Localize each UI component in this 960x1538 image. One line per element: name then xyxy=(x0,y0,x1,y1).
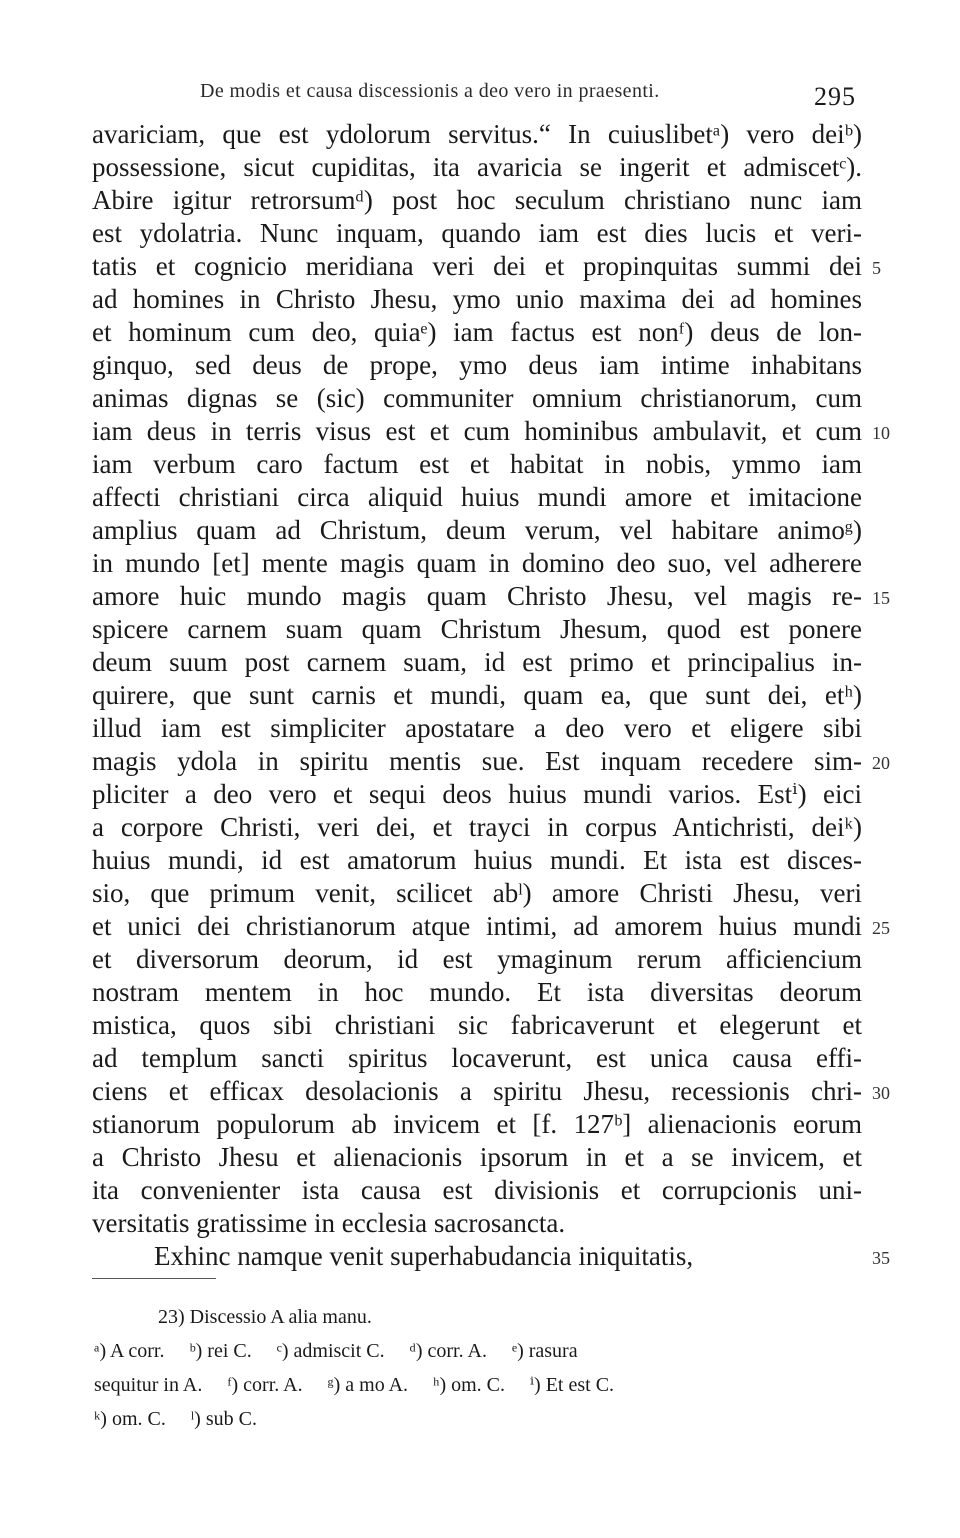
footnotes xyxy=(92,1300,872,1436)
line-number: 35 xyxy=(872,1248,890,1268)
footnote-rule xyxy=(92,1278,216,1279)
text-line: ciens et efficax desolacionis a spiritu Jhesu, recessionis chri- xyxy=(92,1076,862,1106)
text-line: amplius quam ad Christum, deum verum, vel habitare animoᵍ) xyxy=(92,515,862,545)
text-line: avariciam, que est ydolorum servitus.“ In cuiuslibetᵃ) vero deiᵇ) xyxy=(92,119,862,149)
text-line: stianorum populorum ab invicem et [f. 127ᵇ] alienacionis eorum xyxy=(92,1109,862,1139)
text-line: deum suum post carnem suam, id est primo et principalius in- xyxy=(92,647,862,677)
text-line: magis ydola in spiritu mentis sue. Est inquam recedere sim- xyxy=(92,746,862,776)
text-line: possessione, sicut cupiditas, ita avaricia se ingerit et admiscetᶜ). xyxy=(92,152,862,182)
text-line: et unici dei christianorum atque intimi, ad amorem huius mundi xyxy=(92,911,862,941)
text-line: iam verbum caro factum est et habitat in nobis, ymmo iam xyxy=(92,449,862,479)
text-line: affecti christiani circa aliquid huius mundi amore et imitacione xyxy=(92,482,862,512)
main-text xyxy=(92,118,862,1273)
text-line: versitatis gratissime in ecclesia sacrosancta. xyxy=(92,1208,566,1238)
text-line: est ydolatria. Nunc inquam, quando iam est dies lucis et veri- xyxy=(92,218,862,248)
text-line: et hominum cum deo, quiaᵉ) iam factus est nonᶠ) deus de lon- xyxy=(92,317,862,347)
text-line: in mundo [et] mente magis quam in domino deo suo, vel adherere xyxy=(92,548,862,578)
text-line: ginquo, sed deus de prope, ymo deus iam intime inhabitans xyxy=(92,350,862,380)
text-line: animas dignas se (sic) communiter omnium christianorum, cum xyxy=(92,383,862,413)
footnote-line: sequitur in A. ᶠ) corr. A. ᵍ) a mo A. ʰ) om. C. ⁱ) Et est C. xyxy=(94,1374,615,1396)
footnote-line: 23) Discessio A alia manu. xyxy=(158,1306,372,1328)
text-line: mistica, quos sibi christiani sic fabricaverunt et elegerunt et xyxy=(92,1010,862,1040)
line-number: 25 xyxy=(872,918,890,938)
text-line: tatis et cognicio meridiana veri dei et propinquitas summi dei xyxy=(92,251,862,281)
text-line: spicere carnem suam quam Christum Jhesum, quod est ponere xyxy=(92,614,862,644)
text-line: et diversorum deorum, id est ymaginum rerum afficiencium xyxy=(92,944,862,974)
text-line: Exhinc namque venit superhabudancia iniquitatis, xyxy=(154,1241,694,1271)
text-line: a corpore Christi, veri dei, et trayci in corpus Antichristi, deiᵏ) xyxy=(92,812,862,842)
line-number: 10 xyxy=(872,423,890,443)
page-number: 295 xyxy=(814,82,856,111)
footnote-line: ᵏ) om. C. ˡ) sub C. xyxy=(94,1408,257,1430)
footnote-line: ᵃ) A corr. ᵇ) rei C. ᶜ) admiscit C. ᵈ) corr. A. ᵉ) rasura xyxy=(94,1340,578,1362)
text-line: sio, que primum venit, scilicet abˡ) amore Christi Jhesu, veri xyxy=(92,878,862,908)
text-line: huius mundi, id est amatorum huius mundi. Et ista est disces- xyxy=(92,845,862,875)
line-number: 30 xyxy=(872,1083,890,1103)
text-line: ad templum sancti spiritus locaverunt, est unica causa effi- xyxy=(92,1043,862,1073)
text-line: nostram mentem in hoc mundo. Et ista diversitas deorum xyxy=(92,977,862,1007)
text-line: amore huic mundo magis quam Christo Jhesu, vel magis re- xyxy=(92,581,862,611)
line-number: 5 xyxy=(872,258,881,278)
text-line: pliciter a deo vero et sequi deos huius mundi varios. Estⁱ) eici xyxy=(92,779,862,809)
text-line: Abire igitur retrorsumᵈ) post hoc seculum christiano nunc iam xyxy=(92,185,862,215)
running-header: De modis et causa discessionis a deo vero in praesenti. xyxy=(200,80,660,102)
text-line: ad homines in Christo Jhesu, ymo unio maxima dei ad homines xyxy=(92,284,862,314)
text-line: a Christo Jhesu et alienacionis ipsorum in et a se invicem, et xyxy=(92,1142,862,1172)
line-number: 15 xyxy=(872,588,890,608)
text-line: ita convenienter ista causa est divisionis et corrupcionis uni- xyxy=(92,1175,862,1205)
text-line: iam deus in terris visus est et cum hominibus ambulavit, et cum xyxy=(92,416,862,446)
text-line: illud iam est simpliciter apostatare a deo vero et eligere sibi xyxy=(92,713,862,743)
text-line: quirere, que sunt carnis et mundi, quam ea, que sunt dei, etʰ) xyxy=(92,680,862,710)
line-number: 20 xyxy=(872,753,890,773)
